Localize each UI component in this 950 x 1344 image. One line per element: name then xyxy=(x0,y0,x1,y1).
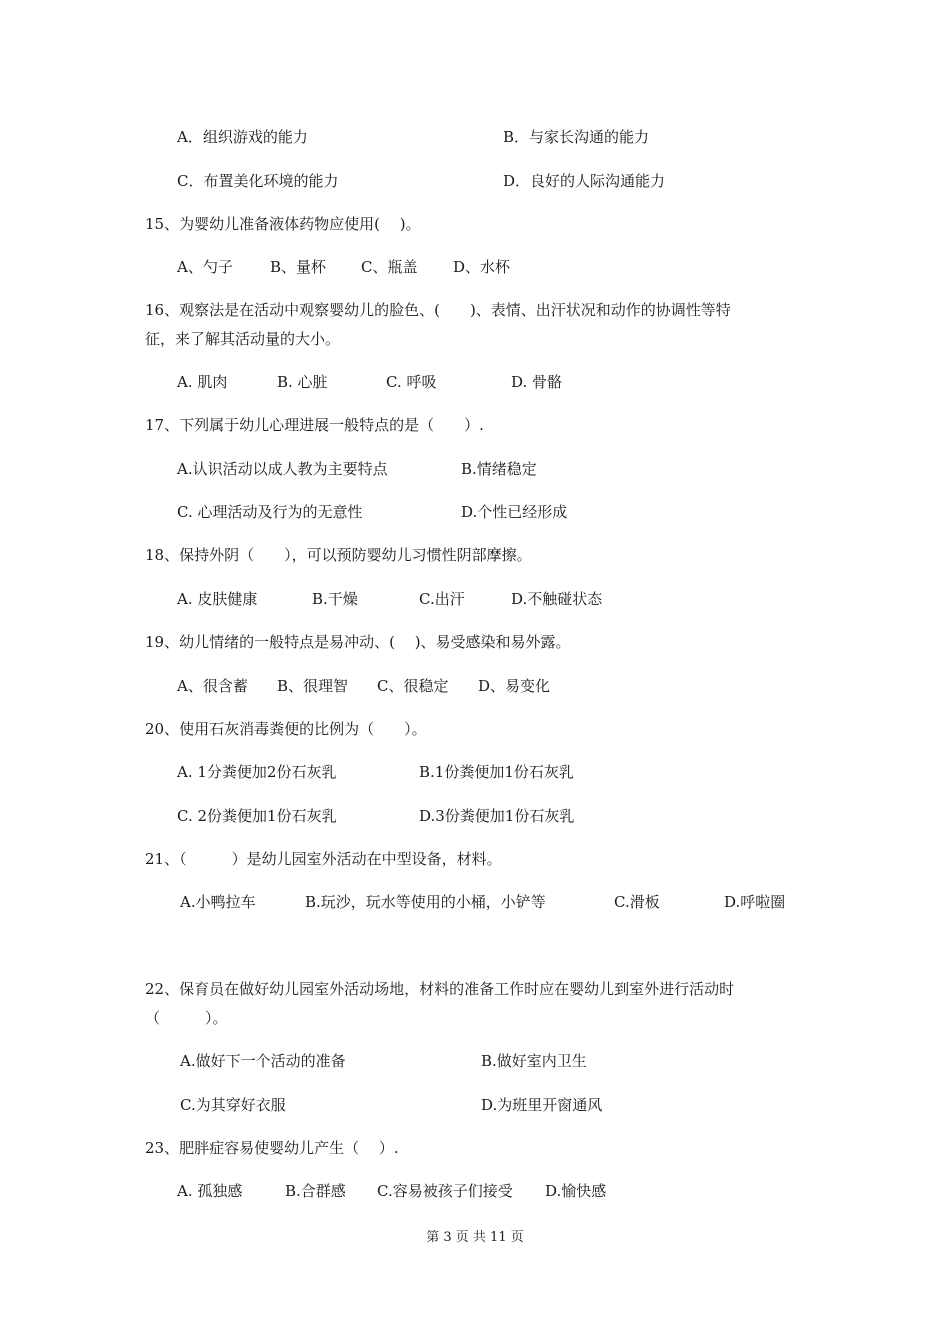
q19-stem: 19、幼儿情绪的一般特点是易冲动、( )、易受感染和易外露。 xyxy=(145,633,571,651)
q19-option-a: A、很含蓄 xyxy=(177,677,248,695)
q16-option-d: D. 骨骼 xyxy=(511,373,563,391)
q19-option-d: D、易变化 xyxy=(478,677,551,695)
q14-option-b: B．与家长沟通的能力 xyxy=(503,128,650,146)
q20-option-b: B.1份粪便加1份石灰乳 xyxy=(419,763,574,781)
q22-option-b: B.做好室内卫生 xyxy=(481,1052,587,1070)
q17-option-c: C. 心理活动及行为的无意性 xyxy=(177,503,363,521)
q14-option-d: D．良好的人际沟通能力 xyxy=(503,172,666,190)
q21-option-b: B.玩沙，玩水等使用的小桶，小铲等 xyxy=(305,893,546,911)
q16-option-a: A. 肌肉 xyxy=(177,373,228,391)
q16-option-b: B. 心脏 xyxy=(277,373,328,391)
q14-option-a: A．组织游戏的能力 xyxy=(177,128,308,146)
q21-option-c: C.滑板 xyxy=(614,893,660,911)
q21-stem: 21、（ ）是幼儿园室外活动在中型设备，材料。 xyxy=(145,850,502,868)
q15-option-d: D、水杯 xyxy=(453,258,511,276)
q21-option-a: A.小鸭拉车 xyxy=(180,893,256,911)
q17-stem: 17、下列属于幼儿心理进展一般特点的是（ ）. xyxy=(145,416,484,434)
q22-option-c: C.为其穿好衣服 xyxy=(180,1096,286,1114)
q18-option-c: C.出汗 xyxy=(419,590,465,608)
q18-option-b: B.干燥 xyxy=(312,590,358,608)
q17-option-d: D.个性已经形成 xyxy=(461,503,568,521)
q18-stem: 18、保持外阴（ ），可以预防婴幼儿习惯性阴部摩擦。 xyxy=(145,546,532,564)
q23-option-d: D.愉快感 xyxy=(545,1182,607,1200)
q17-option-a: A.认识活动以成人教为主要特点 xyxy=(177,460,388,478)
q16-stem-line1: 16、观察法是在活动中观察婴幼儿的脸色、( )、表情、出汗状况和动作的协调性等特 xyxy=(145,301,731,319)
q18-option-a: A. 皮肤健康 xyxy=(177,590,258,608)
q15-option-a: A、勺子 xyxy=(177,258,233,276)
q14-option-c: C．布置美化环境的能力 xyxy=(177,172,339,190)
q22-option-a: A.做好下一个活动的准备 xyxy=(180,1052,346,1070)
q19-option-b: B、很理智 xyxy=(277,677,349,695)
q20-option-c: C. 2份粪便加1份石灰乳 xyxy=(177,807,337,825)
q23-stem: 23、肥胖症容易使婴幼儿产生（ ）. xyxy=(145,1139,399,1157)
q16-stem-line2: 征，来了解其活动量的大小。 xyxy=(145,330,341,348)
q16-option-c: C. 呼吸 xyxy=(386,373,437,391)
q15-stem: 15、为婴幼儿准备液体药物应使用( )。 xyxy=(145,215,421,233)
q23-option-c: C.容易被孩子们接受 xyxy=(377,1182,513,1200)
page-footer: 第 3 页 共 11 页 xyxy=(426,1230,524,1245)
q23-option-b: B.合群感 xyxy=(285,1182,346,1200)
q15-option-c: C、瓶盖 xyxy=(361,258,418,276)
q20-option-d: D.3份粪便加1份石灰乳 xyxy=(419,807,575,825)
q15-option-b: B、量杯 xyxy=(270,258,327,276)
q20-option-a: A. 1分粪便加2份石灰乳 xyxy=(177,763,337,781)
q21-option-d: D.呼啦圈 xyxy=(724,893,786,911)
q18-option-d: D.不触碰状态 xyxy=(511,590,603,608)
q22-option-d: D.为班里开窗通风 xyxy=(481,1096,603,1114)
q19-option-c: C、很稳定 xyxy=(377,677,449,695)
q17-option-b: B.情绪稳定 xyxy=(461,460,537,478)
q22-stem-line1: 22、保育员在做好幼儿园室外活动场地，材料的准备工作时应在婴幼儿到室外进行活动时 xyxy=(145,980,735,998)
q23-option-a: A. 孤独感 xyxy=(177,1182,243,1200)
q20-stem: 20、使用石灰消毒粪便的比例为（ ）。 xyxy=(145,720,427,738)
q22-stem-line2: （ ）。 xyxy=(145,1009,228,1027)
